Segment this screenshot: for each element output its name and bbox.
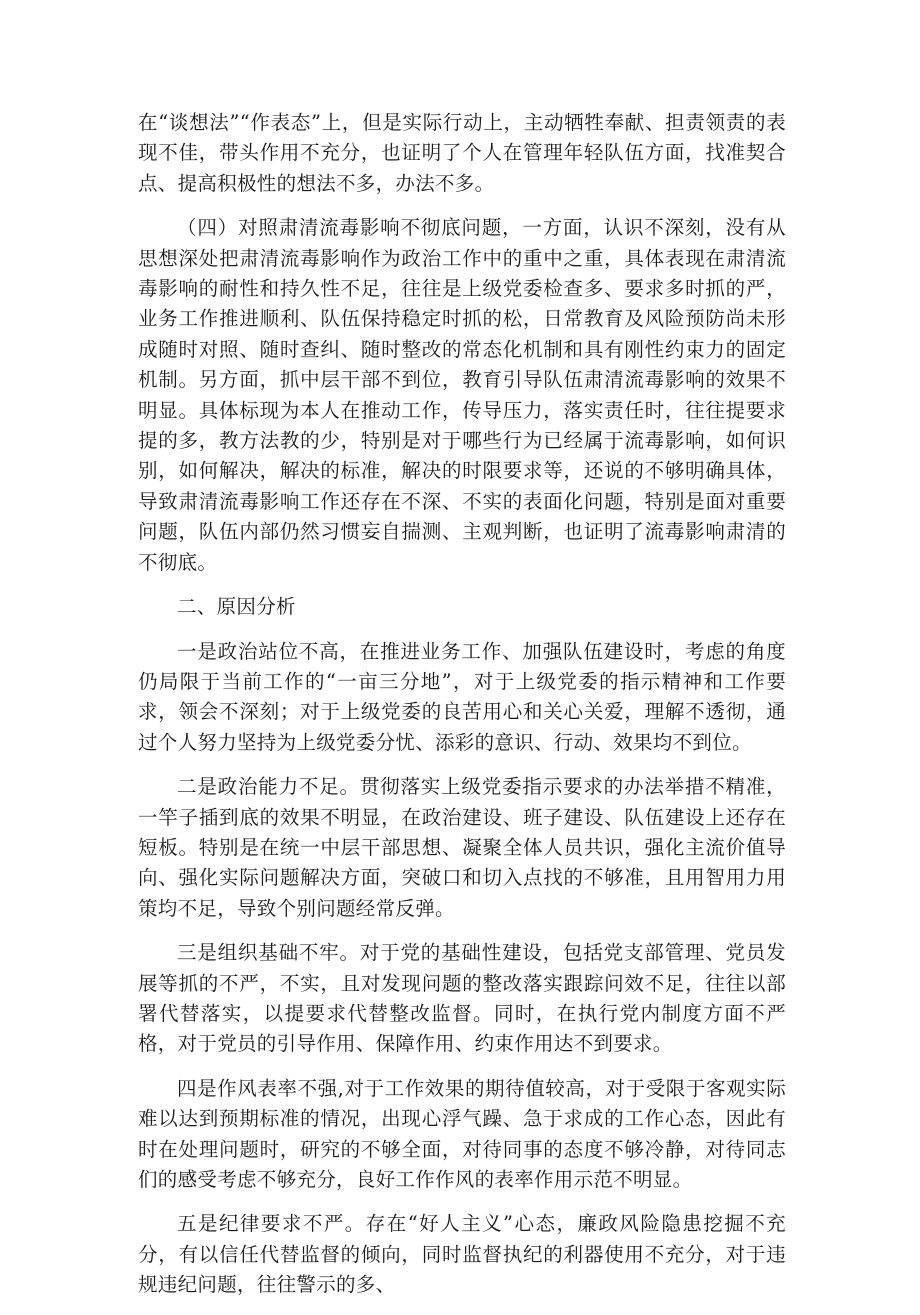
reason-paragraph-2: 二是政治能力不足。贯彻落实上级党委指示要求的办法举措不精准，一竿子插到底的效果不明显，在政治建设、班子建设、队伍建设上还存在短板。特别是在统一中层干部思想、凝聚全体人员共识，强化主流价值导向、强化实际问题解决方面，突破口和切入点找的不够准，且用智用力用策均不足，导致个别问题经常反弹。 [138, 775, 786, 920]
paragraph-item-four: （四）对照肃清流毒影响不彻底问题，一方面，认识不深刻，没有从思想深处把肃清流毒影响作为政治工作中的重中之重，具体表现在肃清流毒影响的耐性和持久性不足，往往是上级党委检查多、要求多时抓的严，业务工作推进顺利、队伍保持稳定时抓的松，日常教育及风险预防尚未形成随时对照、随时查纠、随时整改的常态化机制和具有刚性约束力的固定机制。另方面，抓中层干部不到位，教育引导队伍肃清流毒影响的效果不明显。具体标现为本人在推动工作，传导压力，落实责任时，往往提要求提的多，教方法教的少，特别是对于哪些行为已经属于流毒影响，如何识别，如何解决，解决的标准，解决的时限要求等，还说的不够明确具体，导致肃清流毒影响工作还存在不深、不实的表面化问题，特别是面对重要问题，队伍内部仍然习惯妄自揣测、主观判断，也证明了流毒影响肃清的不彻底。 [138, 216, 786, 574]
reason-paragraph-5: 五是纪律要求不严。存在“好人主义”心态，廉政风险隐患挖掘不充分，有以信任代替监督的倾向，同时监督执纪的利器使用不充分，对于违规违纪问题，往往警示的多、 [138, 1212, 786, 1297]
reason-paragraph-4: 四是作风表率不强,对于工作效果的期待值较高，对于受限于客观实际难以达到预期标准的情况，出现心浮气躁、急于求成的工作心态，因此有时在处理问题时，研究的不够全面，对待同事的态度不够冷静，对待同志们的感受考虑不够充分，良好工作作风的表率作用示范不明显。 [138, 1076, 786, 1191]
paragraph-continuation: 在“谈想法”“作表态”上，但是实际行动上，主动牺牲奉献、担责领责的表现不佳，带头作用不充分，也证明了个人在管理年轻队伍方面，找准契合点、提高积极性的想法不多，办法不多。 [138, 111, 786, 195]
reason-paragraph-3: 三是组织基础不牢。对于党的基础性建设，包括党支部管理、党员发展等抓的不严，不实，且对发现问题的整改落实跟踪问效不足，往往以部署代替落实，以提要求代替整改监督。同时，在执行党内制度方面不严格，对于党员的引导作用、保障作用、约束作用达不到要求。 [138, 941, 786, 1056]
document-page [138, 108, 786, 1315]
section-heading: 二、原因分析 [177, 595, 296, 619]
reason-paragraph-1: 一是政治站位不高，在推进业务工作、加强队伍建设时，考虑的角度仍局限于当前工作的“一亩三分地”，对于上级党委的指示精神和工作要求，领会不深刻；对于上级党委的良苦用心和关心关爱，理解不透彻，通过个人努力坚持为上级党委分忧、添彩的意识、行动、效果均不到位。 [138, 639, 786, 754]
